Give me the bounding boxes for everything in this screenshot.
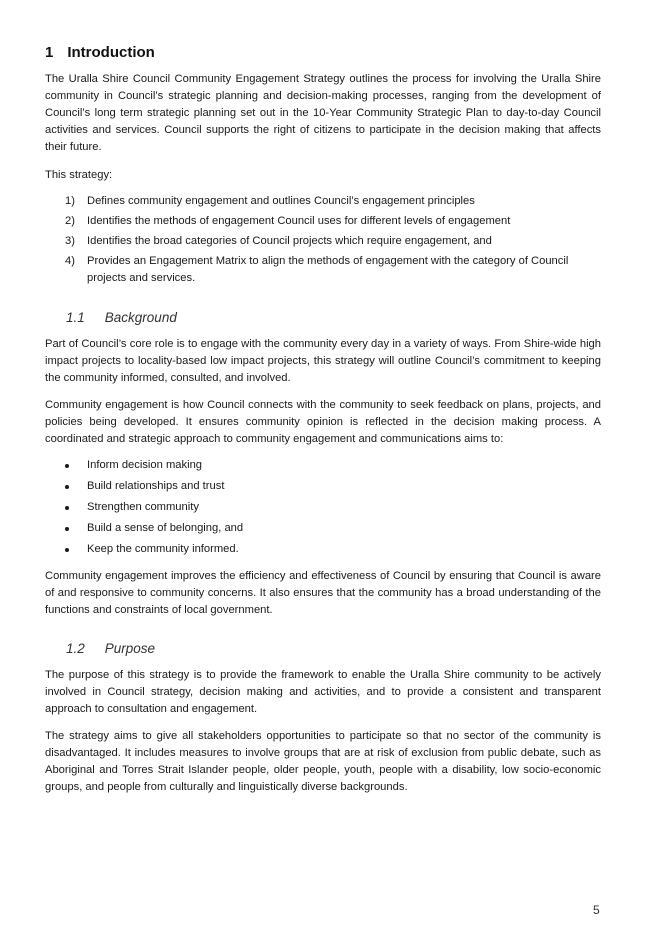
list-item: 4) Provides an Engagement Matrix to align the methods of engagement with the category of Council projects and services. [65,255,569,284]
subsection-number: 1.2 [66,641,85,656]
page-number: 5 [593,903,600,917]
subsection-heading-background [66,310,177,325]
list-item: 1) Defines community engagement and outlines Council’s engagement principles [65,195,475,207]
section-heading [45,44,155,61]
aims-bullet-list [45,457,601,558]
subsection-number: 1.1 [66,310,85,325]
list-item: Build a sense of belonging, and [45,520,601,537]
bullet-icon [65,464,69,468]
section-title: Introduction [67,44,155,61]
list-item: Strengthen community [45,499,601,516]
list-item: Inform decision making [45,457,601,474]
section-number: 1 [45,44,54,61]
bullet-icon [65,548,69,552]
bullet-icon [65,506,69,510]
list-item: 2) Identifies the methods of engagement Council uses for different levels of engagement [65,215,511,227]
bullet-icon [65,485,69,489]
subsection-heading-purpose [66,641,155,656]
intro-paragraph: The Uralla Shire Council Community Engagement Strategy outlines the process for involving the Uralla Shire community in Council’s strategic planning and decision-making processes, ranging from the development of Council’s long term strategic planning set out in the 10-Year Community Strategic Plan to day-to-day Council activities and services. Council supports the right of citizens to participate in the decision making that affects their future. [45,73,601,153]
background-paragraph-1: Part of Council’s core role is to engage with the community every day in a variety of ways. From Shire-wide high impact projects to locality-based low impact projects, this strategy will outline Council’s commitment to keeping the community informed, consulted, and involved. [45,338,601,384]
purpose-paragraph-2: The strategy aims to give all stakeholders opportunities to participate so that no sector of the community is disadvantaged. It includes measures to involve groups that are at risk of exclusion from public debate, such as Aboriginal and Torres Strait Islander people, older people, youth, people with a disability, low socio-economic groups, and people from culturally and linguistically diverse backgrounds. [45,730,601,793]
subsection-title: Background [104,310,177,325]
purpose-paragraph-1: The purpose of this strategy is to provide the framework to enable the Uralla Shire community to be actively involved in Council strategy, decision making and activities, and to provide a consistent and transparent approach to consultation and engagement. [45,669,601,715]
this-strategy-label: This strategy: [45,169,113,181]
background-paragraph-2: Community engagement is how Council connects with the community to seek feedback on plans, projects, and policies being developed. It ensures community opinion is reflected in the decision making process. A coordinated and strategic approach to community engagement and communications aims to: [45,399,601,445]
background-paragraph-3: Community engagement improves the efficiency and effectiveness of Council by ensuring that Council is aware of and responsive to community concerns. It also ensures that the community has a broad understanding of the functions and constraints of local government. [45,570,601,616]
list-item: 3) Identifies the broad categories of Council projects which require engagement, and [65,235,492,247]
list-item: Keep the community informed. [45,541,601,558]
strategy-list [45,193,601,287]
subsection-title: Purpose [104,641,156,656]
list-item: Build relationships and trust [45,478,601,495]
bullet-icon [65,527,69,531]
